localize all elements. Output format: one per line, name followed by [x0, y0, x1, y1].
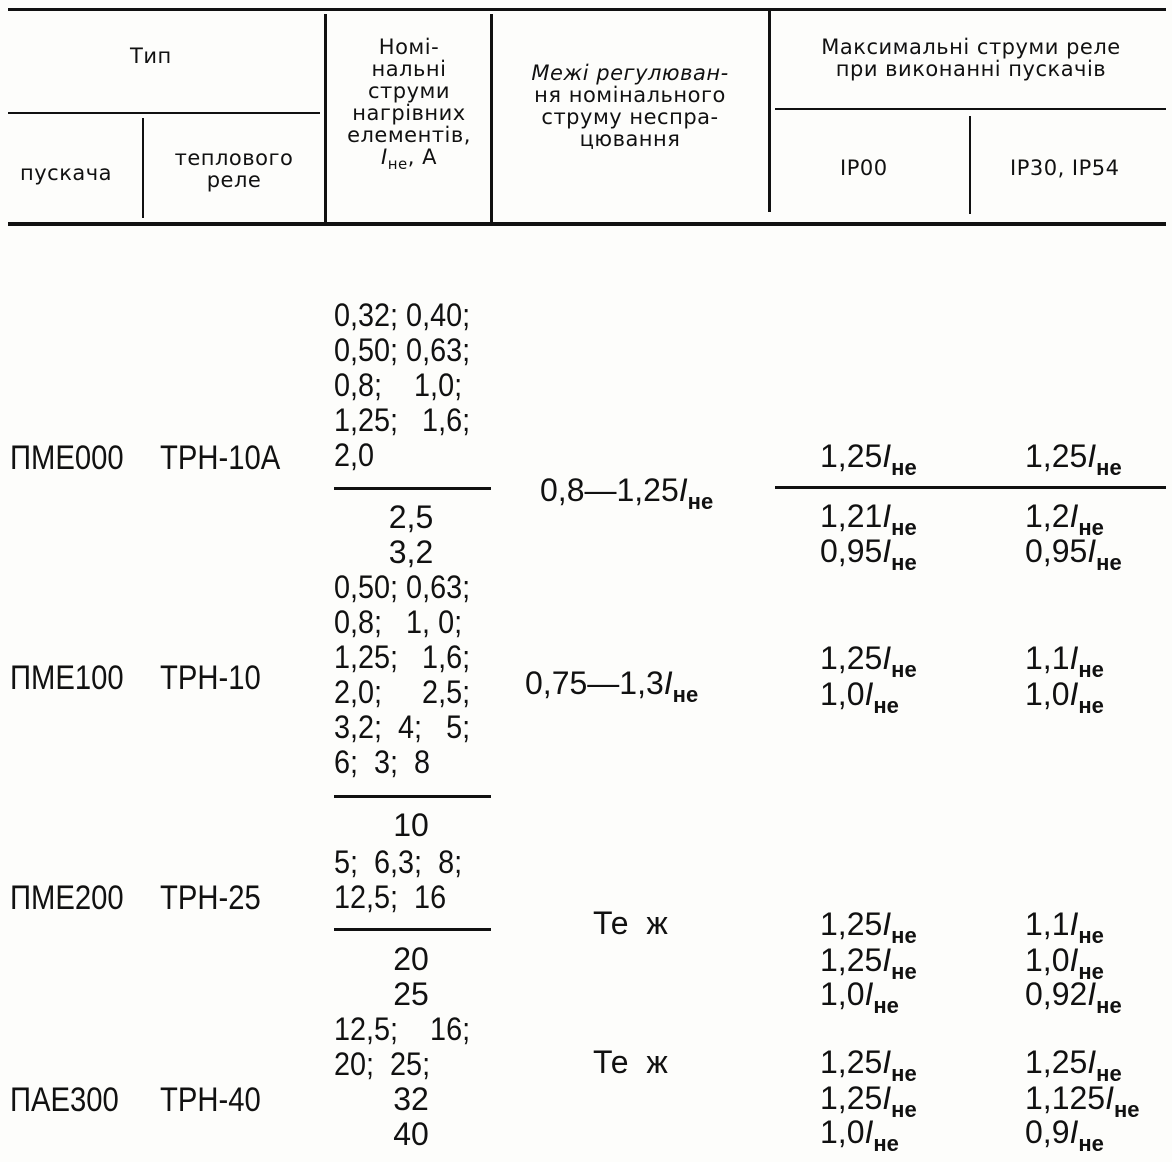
currents-line: 0,50; 0,63;	[334, 332, 471, 368]
inom-sub: не	[891, 923, 917, 948]
inom-symbol: I	[1069, 640, 1079, 676]
ip00-value	[820, 976, 899, 1024]
ip30-number: 1,125	[1025, 1080, 1106, 1116]
inom-symbol: I	[864, 976, 874, 1012]
ip00-number: 1,0	[820, 976, 865, 1012]
inom-symbol: I	[1069, 942, 1079, 978]
header-thermal-relay	[150, 147, 318, 191]
currents-block	[334, 1012, 485, 1082]
header-divider-4	[768, 10, 771, 212]
limits-text: 0,8—1,25	[540, 472, 679, 508]
limits-value	[540, 472, 713, 520]
currents-value: 10	[393, 807, 429, 843]
inom-sub: не	[1113, 1097, 1140, 1122]
header-max-currents	[776, 36, 1166, 80]
inom-symbol: I	[882, 906, 892, 942]
inom-sub: не	[891, 455, 917, 480]
currents-divider	[334, 487, 491, 490]
header-type: Тип	[130, 44, 172, 68]
ip30-number: 1,1	[1025, 906, 1070, 942]
header-nominal-line: нагрівних	[352, 101, 466, 125]
header-nominal-line: Номі-	[378, 35, 440, 59]
inom-sub: не	[1078, 1131, 1104, 1156]
inom-sub: не	[891, 1097, 917, 1122]
header-bottom-rule	[8, 222, 1166, 226]
currents-line: 0,8; 1,0;	[334, 367, 463, 403]
ip00-number: 1,25	[820, 906, 883, 942]
header-divider-5	[969, 116, 971, 214]
inom-sub: не	[1096, 993, 1122, 1018]
inom-symbol: I	[1069, 906, 1079, 942]
inom-sub: не	[1078, 923, 1104, 948]
ip30-number: 0,9	[1025, 1114, 1070, 1150]
currents-line: 2,0	[334, 437, 375, 473]
inom-sub: не	[891, 515, 917, 540]
header-unit: А	[422, 145, 437, 169]
inom-sub: не	[1096, 1061, 1122, 1086]
currents-value: 32	[393, 1081, 429, 1117]
currents-block	[334, 298, 485, 473]
inom-symbol: I	[1069, 676, 1079, 712]
currents-line: 1,25; 1,6;	[334, 402, 471, 438]
ip00-number: 1,25	[820, 1080, 883, 1116]
inom-sub: не	[891, 1061, 917, 1086]
relay-type: ТРН-10А	[160, 439, 281, 477]
header-starter: пускача	[20, 161, 113, 185]
inom-symbol: I	[882, 640, 892, 676]
limits-value: Те ж	[593, 905, 668, 941]
ip30-value	[1025, 533, 1122, 581]
ip00-number: 1,25	[820, 438, 883, 474]
inom-sub: не	[1096, 455, 1122, 480]
currents-line: 0,32; 0,40;	[334, 297, 471, 333]
currents-line: 6; 3; 8	[334, 744, 431, 780]
currents-value: 40	[393, 1116, 429, 1152]
inom-sub: не	[891, 959, 917, 984]
inom-sub: не	[891, 657, 917, 682]
inom-symbol: I	[882, 533, 892, 569]
inom-symbol: I	[864, 1114, 874, 1150]
inom-symbol: I	[663, 665, 673, 701]
currents-line: 20; 25;	[334, 1046, 431, 1082]
header-limits	[496, 62, 764, 150]
currents-line: 12,5; 16;	[334, 1011, 471, 1047]
inom-symbol: I	[1087, 533, 1097, 569]
header-max-line: Максимальні струми реле	[821, 35, 1121, 59]
currents-value: 2,5	[388, 499, 434, 535]
header-divider-3	[490, 14, 493, 222]
header-divider-2	[324, 14, 327, 222]
ip30-number: 0,95	[1025, 533, 1088, 569]
inom-sub: не	[891, 550, 917, 575]
max-currents-divider	[775, 486, 1166, 489]
inom-symbol: I	[882, 1044, 892, 1080]
currents-line: 3,2; 4; 5;	[334, 709, 471, 745]
table-top-rule	[8, 8, 1166, 11]
inom-sub: не	[1078, 959, 1104, 984]
relay-type: ТРН-40	[160, 1081, 261, 1119]
inom-sub: не	[1078, 693, 1104, 718]
ip30-value	[1025, 438, 1122, 486]
ip30-number: 1,25	[1025, 438, 1088, 474]
type-subheader-rule	[8, 112, 320, 114]
header-limits-line: ня номінального	[534, 83, 726, 107]
starter-type: ПАЕ300	[10, 1081, 119, 1119]
header-nominal-unit-line: $I_{не}$, А	[381, 145, 437, 174]
header-nominal-line: елементів,	[347, 123, 471, 147]
ip00-number: 1,21	[820, 498, 883, 534]
ip00-value	[820, 438, 917, 486]
ip00-number: 1,25	[820, 640, 883, 676]
ip00-value	[820, 1114, 899, 1162]
currents-value: 3,2	[388, 534, 434, 570]
ip30-number: 1,2	[1025, 498, 1070, 534]
currents-block	[334, 570, 485, 780]
currents-divider	[334, 928, 491, 931]
ip00-value	[820, 533, 917, 581]
inom-sub: не	[1078, 515, 1104, 540]
ip00-number: 1,0	[820, 1114, 865, 1150]
inom-sub: не	[1078, 657, 1104, 682]
inom-symbol: I	[1087, 976, 1097, 1012]
ip30-value	[1025, 1114, 1104, 1162]
header-nominal-currents	[330, 36, 488, 175]
inom-sub: не	[687, 489, 714, 514]
ip00-number: 0,95	[820, 533, 883, 569]
inom-symbol: I	[678, 472, 688, 508]
ip30-number: 1,0	[1025, 676, 1070, 712]
inom-symbol: I	[1087, 1044, 1097, 1080]
inom-sub: не	[672, 682, 699, 707]
currents-block	[334, 845, 476, 915]
ip30-number: 1,25	[1025, 1044, 1088, 1080]
currents-value: 25	[393, 976, 429, 1012]
ip00-number: 1,25	[820, 942, 883, 978]
inom-symbol: I	[1105, 1080, 1114, 1116]
inom-symbol: I	[882, 942, 892, 978]
header-divider-1	[142, 118, 144, 218]
header-limits-line: Межі регулюван-	[531, 61, 729, 85]
currents-value: 20	[393, 941, 429, 977]
starter-type: ПМЕ200	[10, 879, 124, 917]
inom-sub: не	[873, 693, 899, 718]
starter-type: ПМЕ000	[10, 439, 124, 477]
header-nominal-line: нальні	[371, 57, 447, 81]
inom-sub: не	[1096, 550, 1122, 575]
currents-line: 5; 6,3; 8;	[334, 844, 463, 880]
header-max-line: при виконанні пускачів	[835, 57, 1107, 81]
inom-symbol: I	[882, 438, 892, 474]
inom-symbol: I	[1069, 1114, 1079, 1150]
header-ip00: IP00	[840, 156, 888, 180]
limits-value: Те ж	[593, 1044, 668, 1080]
relay-type: ТРН-25	[160, 879, 261, 917]
ip30-number: 1,0	[1025, 942, 1070, 978]
inom-sub: не	[873, 1131, 899, 1156]
limits-text: 0,75—1,3	[525, 665, 664, 701]
currents-line: 0,8; 1, 0;	[334, 604, 463, 640]
inom-symbol: I	[1087, 438, 1097, 474]
header-limits-line: струму неспра-	[541, 105, 719, 129]
header-thermal-relay-text: теплового реле	[174, 146, 294, 192]
currents-line: 0,50; 0,63;	[334, 569, 471, 605]
inom-symbol: I	[1069, 498, 1079, 534]
inom-sub: не	[873, 993, 899, 1018]
currents-line: 1,25; 1,6;	[334, 639, 471, 675]
inom-symbol: I	[381, 145, 388, 169]
relay-type: ТРН-10	[160, 659, 261, 697]
ip30-number: 0,92	[1025, 976, 1088, 1012]
inom-symbol: I	[882, 498, 892, 534]
ip30-value	[1025, 976, 1122, 1024]
header-nominal-line: струми	[367, 79, 451, 103]
ip00-number: 1,25	[820, 1044, 883, 1080]
ip30-value	[1025, 676, 1104, 724]
header-limits-line: цювання	[579, 127, 681, 151]
currents-divider	[334, 795, 491, 798]
ip00-value	[820, 676, 899, 724]
inom-symbol: I	[864, 676, 874, 712]
inom-symbol: I	[882, 1080, 892, 1116]
header-ip30-54: IP30, IP54	[1010, 156, 1120, 180]
currents-line: 2,0; 2,5;	[334, 674, 471, 710]
limits-value	[525, 665, 698, 713]
starter-type: ПМЕ100	[10, 659, 124, 697]
inom-sub: не	[387, 155, 408, 174]
ip30-number: 1,1	[1025, 640, 1070, 676]
max-currents-subheader-rule	[775, 108, 1166, 110]
ip00-number: 1,0	[820, 676, 865, 712]
currents-line: 12,5; 16	[334, 879, 447, 915]
